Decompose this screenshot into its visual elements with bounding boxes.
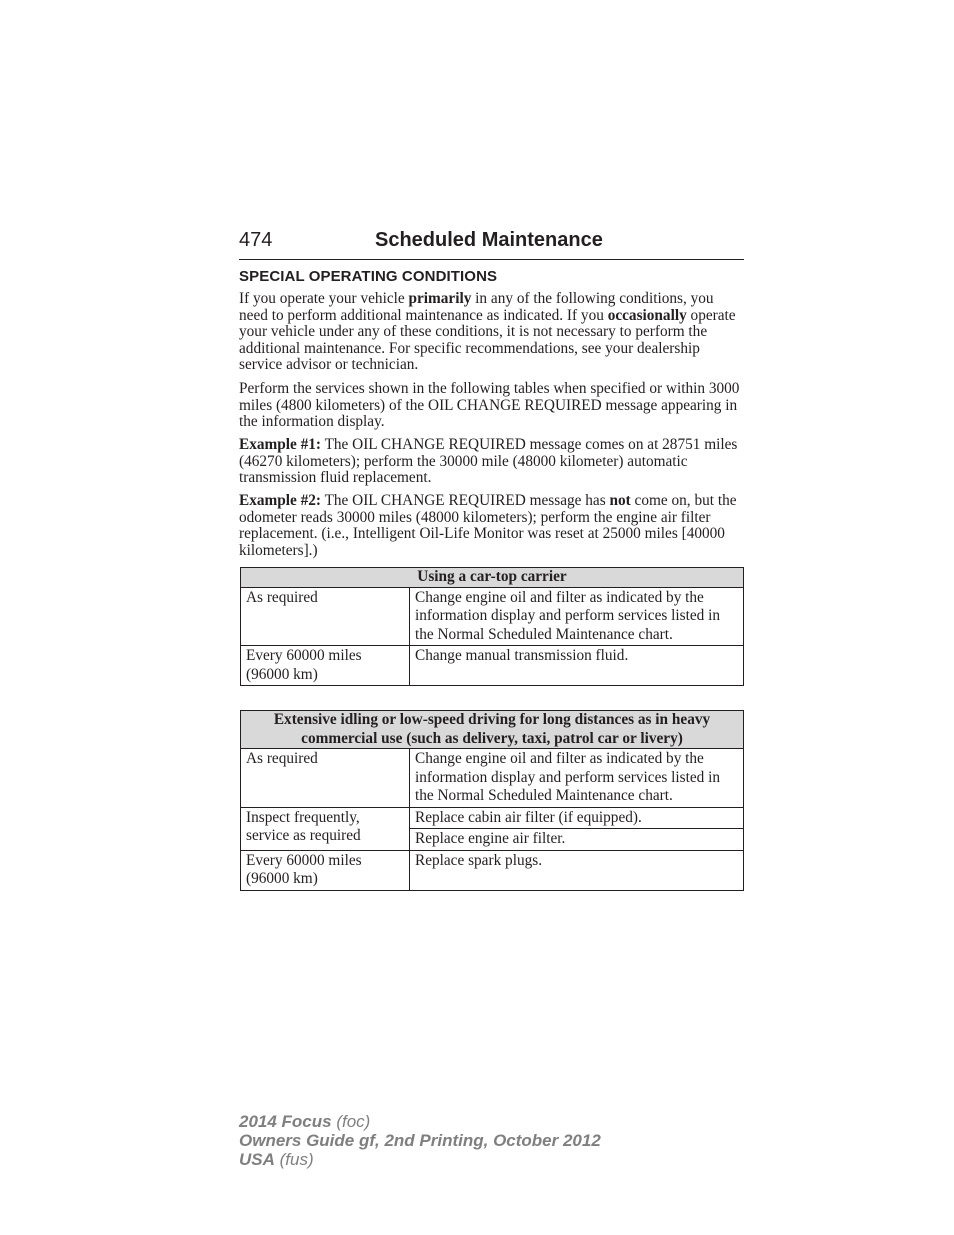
footer-line-1 bbox=[239, 1112, 601, 1131]
paragraph-services: Perform the services shown in the following tables when specified or within 3000 miles (4800 kilometers) of the OIL CHANGE REQUIRED message appearing in the information display. bbox=[239, 380, 740, 430]
table-extensive-idling bbox=[240, 710, 744, 891]
footer-line-3 bbox=[239, 1150, 601, 1169]
example-1-label: Example #1: bbox=[239, 436, 322, 453]
text: The OIL CHANGE REQUIRED message comes on at 28751 miles (46270 kilometers); perform the 30000 mile (48000 kilometer) automatic transmission fluid replacement. bbox=[239, 436, 738, 486]
text: come on, but the odometer reads 30000 miles (48000 kilometers); perform the engine air filter replacement. (i.e., Intelligent Oil-Life Monitor was reset at 25000 miles [40000 kilometers].) bbox=[239, 492, 737, 559]
page-footer bbox=[239, 1112, 601, 1169]
table-car-top-carrier bbox=[240, 567, 744, 686]
footer-market: USA bbox=[239, 1150, 275, 1169]
interval-cell: Every 60000 miles (96000 km) bbox=[241, 646, 410, 686]
text: If you operate your vehicle bbox=[239, 290, 409, 307]
emphasis-occasionally: occasionally bbox=[607, 306, 687, 324]
table-header: Extensive idling or low-speed driving for long distances as in heavy commercial use (such as delivery, taxi, patrol car or livery) bbox=[241, 711, 744, 749]
interval-cell: As required bbox=[241, 749, 410, 808]
interval-cell: Every 60000 miles (96000 km) bbox=[241, 850, 410, 890]
action-cell: Change engine oil and filter as indicated by the information display and perform services listed in the Normal Scheduled Maintenance chart. bbox=[410, 587, 744, 646]
page-header bbox=[239, 228, 744, 260]
table-row bbox=[241, 749, 744, 808]
emphasis-primarily: primarily bbox=[408, 290, 472, 307]
action-cell: Replace spark plugs. bbox=[410, 850, 744, 890]
table-header-row bbox=[241, 711, 744, 749]
table-row bbox=[241, 646, 744, 686]
footer-model-code: (foc) bbox=[331, 1112, 371, 1131]
paragraph-example-1 bbox=[239, 437, 744, 487]
footer-line-2 bbox=[239, 1131, 601, 1150]
table-row bbox=[241, 850, 744, 890]
text: The OIL CHANGE REQUIRED message has bbox=[321, 492, 610, 509]
footer-printing: Owners Guide gf, 2nd Printing, October 2012 bbox=[239, 1131, 601, 1150]
table-header-row bbox=[241, 568, 744, 588]
text: in any of the following conditions, you need to perform additional maintenance as indicated. If you bbox=[239, 290, 714, 324]
action-cell: Replace engine air filter. bbox=[410, 829, 744, 851]
table-row bbox=[241, 587, 744, 646]
section-heading: SPECIAL OPERATING CONDITIONS bbox=[239, 268, 498, 285]
example-2-label: Example #2: bbox=[239, 492, 322, 509]
action-cell: Replace cabin air filter (if equipped). bbox=[410, 807, 744, 829]
action-cell: Change engine oil and filter as indicated by the information display and perform services listed in the Normal Scheduled Maintenance chart. bbox=[410, 749, 744, 808]
paragraph-intro bbox=[239, 291, 744, 374]
paragraph-example-2 bbox=[239, 493, 744, 559]
table-header: Using a car-top carrier bbox=[241, 568, 744, 588]
interval-cell: Inspect frequently, service as required bbox=[241, 807, 410, 850]
text: operate your vehicle under any of these conditions, it is not necessary to perform the additional maintenance. For specific recommendations, see your dealership service advisor or technician. bbox=[239, 306, 736, 373]
emphasis-not: not bbox=[609, 492, 631, 509]
page-title: Scheduled Maintenance bbox=[375, 229, 603, 251]
interval-cell: As required bbox=[241, 587, 410, 646]
action-cell: Change manual transmission fluid. bbox=[410, 646, 744, 686]
table-row bbox=[241, 807, 744, 829]
footer-market-code: (fus) bbox=[274, 1150, 314, 1169]
page-number: 474 bbox=[239, 229, 273, 251]
footer-model: 2014 Focus bbox=[239, 1112, 332, 1131]
